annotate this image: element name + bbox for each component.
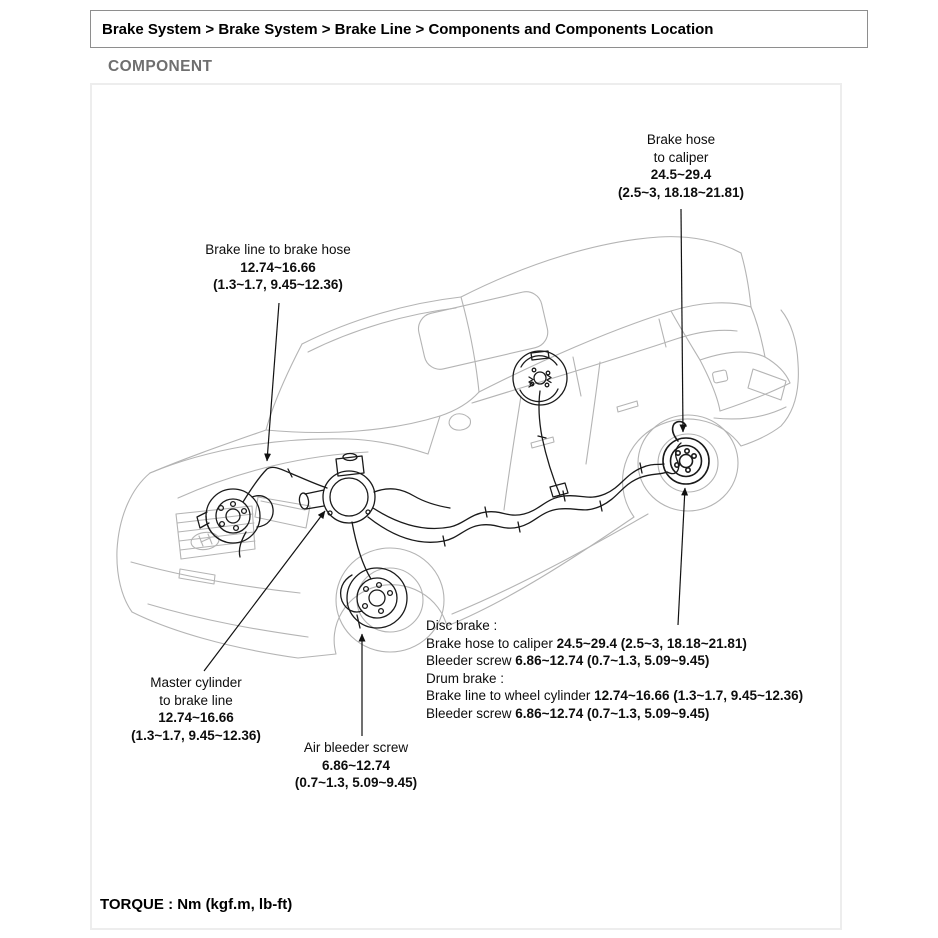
spec-line: Brake hose to caliper 24.5~29.4 (2.5~3, 18.18~21.81): [426, 635, 747, 651]
annotation-brake-hose-to-caliper: [581, 131, 781, 201]
sunroof: [415, 289, 551, 373]
spec-line: Bleeder screw 6.86~12.74 (0.7~1.3, 5.09~9.45): [426, 653, 710, 669]
disc-brake-heading: Disc brake :: [426, 618, 498, 633]
drum-brake-heading: Drum brake :: [426, 670, 505, 686]
torque-value-nm: 6.86~12.74: [322, 757, 390, 773]
front-right-disc-brake: [341, 568, 407, 628]
bumper-slot: [179, 569, 215, 584]
taillight: [748, 369, 786, 400]
leader-arrow-brake-hose-to-caliper: [681, 209, 683, 432]
torque-value-nm: 24.5~29.4: [650, 167, 712, 182]
brake-system: [197, 351, 709, 628]
torque-value-alt: (1.3~1.7, 9.45~12.36): [131, 727, 261, 743]
annotation-label: to caliper: [653, 149, 709, 165]
torque-value-alt: (2.5~3, 18.18~21.81): [617, 184, 745, 200]
torque-value-alt: (1.3~1.7, 9.45~12.36): [213, 277, 343, 292]
torque-unit-note: TORQUE : Nm (kgf.m, lb-ft): [100, 896, 293, 913]
brake-lines: [243, 391, 681, 579]
rear-brake-spec-block: [426, 617, 838, 723]
door-handle: [617, 401, 638, 412]
annotation-label: to brake line: [159, 692, 233, 708]
torque-value-nm: 12.74~16.66: [158, 710, 234, 725]
annotation-label: Air bleeder screw: [303, 740, 409, 755]
annotation-brake-line-to-brake-hose: [168, 241, 388, 294]
side-mirror: [449, 414, 470, 430]
leader-arrow-rear-drum-spec: [678, 488, 685, 625]
car-body-outline: [117, 237, 798, 658]
torque-value-alt: (0.7~1.3, 5.09~9.45): [294, 775, 418, 790]
leader-arrow-brake-line-to-brake-hose: [267, 303, 279, 461]
section-title: COMPONENT: [108, 58, 213, 75]
annotation-label: Master cylinder: [150, 675, 242, 690]
annotation-master-cylinder-to-brake-line: [96, 674, 296, 744]
annotation-label: Brake hose: [646, 132, 716, 147]
leader-arrow-master-cylinder: [204, 511, 325, 671]
rear-right-drum-brake: [663, 422, 709, 484]
fuel-door: [712, 370, 728, 384]
annotation-air-bleeder-screw: [256, 739, 456, 792]
proportioning-valve: [550, 483, 568, 497]
spec-line: Bleeder screw 6.86~12.74 (0.7~1.3, 5.09~9.45): [426, 705, 710, 721]
torque-value-nm: 12.74~16.66: [240, 259, 316, 275]
spec-line: Brake line to wheel cylinder 12.74~16.66 (1.3~1.7, 9.45~12.36): [426, 688, 804, 704]
rear-wheel: [638, 415, 738, 511]
master-cylinder: [298, 454, 450, 524]
annotation-label: Brake line to brake hose: [205, 242, 351, 257]
headlight: [255, 497, 310, 528]
breadcrumb-text: Brake System > Brake System > Brake Line > Components and Components Location: [102, 20, 714, 38]
